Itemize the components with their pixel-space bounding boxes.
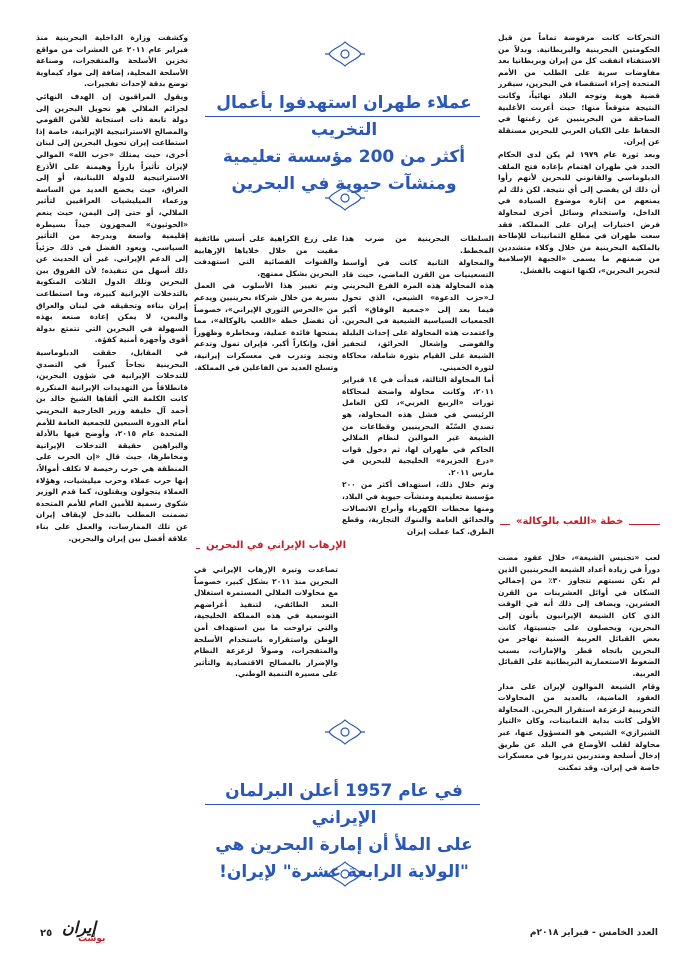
paragraph: تصاعدت وتيرة الإرهاب الإيراني في البحرين منذ ٢٠١١ بشكل كبير، خصوصاً مع محاولات الملالي المستمرة استغلال البعد الطائفي، لتنفيذ أغراضهم التوسعية في هذه المملكة الخليجية، والتي تراوحت ما بين استهداف أمن الوطن واستقراره باستخدام الأسلحة والمتفجرات، وصولاً لزعزعة النظام والإضرار بالمصالح الاقتصادية والتأثير على مسيرة التنمية الوطني. [194,565,338,679]
issue-info: العدد الخامس - فبراير ٢٠١٨م [529,928,658,938]
paragraph: التحركات كانت مرفوضة تماماً من قبل الحكومتين البحرينية والبريطانية. وبدلاً من الاستفتاء اتفقت كل من إيران وبريطانيا بعد مفاوضات سرية على الطلب من الأمم المتحدة إجراء استقصاء في البحرين، سيقرر قضية هوية وتوجه البلاد نهائياً، وكانت النتيجة متوقعاً منها؛ حيث أعربت الأغلبية الساحقة من البحرينيين عن رغبتها في الحفاظ على الكيان العربي للبحرين مستقلة عن إيران. [498,33,660,147]
article-column-1 [498,32,660,477]
article-column-1b [498,552,660,892]
headline-line: عملاء طهران استهدفوا بأعمال التخريب [216,93,472,140]
headline-line: أكثر من 200 مؤسسة تعليمية [222,147,466,167]
magazine-logo-sub: بوست [78,934,106,944]
paragraph: أما المحاولة الثالثة، فبدأت في ١٤ فبراير ٢٠١١، وكانت محاولة واضحة لمحاكاة ثورات «الربيع العربي»، لكن العامل الرئيسي في فشل هذه المحاولة، هو تصدي السّنّة البحرينيين وقطاعات من الشيعة غير الموالين لنظام الملالي الحاكم في طهران لها، ثم دخول قوات «درع الجزيرة» الخليجية للبحرين في مارس ٢٠١١. [342,375,494,477]
headline-rule [205,804,480,805]
article-column-4 [36,32,188,892]
headline-line: على الملأ أن إمارة البحرين هي [215,835,473,855]
paragraph: وكشفت وزارة الداخلية البحرينية منذ فبراير عام ٢٠١١ عن العشرات من مواقع تخزين الأسلحة والمتفجرات، وصناعة الأسلحة المحلية، إضافة إلى مواد كيماوية توضع بدقة لإحداث تفجيرات. [36,33,188,89]
article-column-3 [194,233,338,480]
ornament-icon [325,860,365,888]
paragraph: وتم خلال ذلك، استهداف أكثر من ٢٠٠ مؤسسة تعليمية ومنشآت حيوية في البلاد، ومنها محطات الكهرباء وأبراج الاتصالات والحدائق العامة والبنوك التجارية، وقطع الطرق. كما عملت إيران [342,480,494,536]
subheading-agency: خطة «اللعب بالوكالة» [510,516,629,527]
paragraph: لعب «تجنيس الشيعة»، خلال عقود مضت دوراً في زيادة أعداد الشيعة البحرينيين الذين لم تكن نسبتهم تتجاوز ٣٠٪ من إجمالي السكان في أوائل العشرينات من القرن العشرين. ويضاف إلى ذلك أنه في الوقت الذي كان الشيعة الإيرانيون يأتون إلى البحرين، ويحصلون على جنسيتها، كانت بعض القبائل العربية السنية تهاجر من البحرين باتجاه قطر والإمارات، بسبب الضغوط الاستعمارية البريطانية على القبائل العربية. [498,553,660,678]
paragraph: وبعد ثورة عام ١٩٧٩ لم يكن لدى الحكام الجدد في طهران اهتمام بإعادة فتح الملف الدبلوماسي والقانوني للبحرين لأنهم رأوا أن ذلك لن يفضي إلى أي نتيجة. لكن ذلك لم يمنعهم من إثارة موضوع السيادة في الداخل، واستخدام وسائل أخرى لمحاولة فرض اختيارات إيران على المملكة. فقد سعت طهران في مطلع الثمانينات للإطاحة بالملكية البحرينية من خلال وكلاء متشددين من ضمنهم ما يسمى «الجبهة الإسلامية لتحرير البحرين»، لكنها انتهت بالفشل. [498,149,660,275]
magazine-logo: إيران [62,918,96,937]
headline-rule [205,116,480,117]
paragraph: وقام الشيعة الموالون لإيران على مدار العقود الماضية، بالعديد من المحاولات التخريبية لزعزعة استقرار البحرين. المحاولة الأولى كانت بداية الثمانينات، وكان «التيار الشيرازي» الشيعي هو المسؤول عنها، عبر محاولة لقلب الأوضاع في البلد عن طريق إدخال أسلحة ومتدربين تدربوا في معسكرات خاصة في إيران. وقد تمكنت [498,681,660,772]
ornament-icon [325,184,365,212]
article-column-3b [194,564,338,699]
ornament-icon [325,718,365,746]
page-number: ٢٥ [40,928,53,939]
paragraph: والمحاولة الثانية كانت في أواسط التسعينيات من القرن الماضي، حيث قاد هذه المحاولة هذه المرة الفرع البحريني لـ«حزب الدعوة» الشيعي، الذي تحول فيما بعد إلى «جمعية الوفاق» أكبر الجمعيات السياسية الشيعية في البحرين. واعتمدت هذه المحاولة على إحداث البلبلة والفوضى وإشعال الحرائق، لتحفيز الشيعة على القيام بثورة شاملة، محاكاة لثورة الخميني. [342,258,494,372]
paragraph: ويقول المراقبون إن الهدف النهائي لجرائم الملالي هو تحويل البحرين إلى دولة تابعة ذات استجابة للأمن القومي والمصالح الاستراتيجية الإيرانية، خاصة إذا استطاعت إيران تحويل البحرين إلى لبنان أخرى، حيث يمتلك «حزب الله» الموالي لإيران تأثيراً بارزاً وهيمنة على الأذرع الاستراتيجية للدولة اللبنانية، أو إلى العراق، حيث يخضع العديد من الساسة وزعماء الميليشيات العراقيين لتأثير الملالي، أو حتى إلى اليمن، حيث ينعم «الحوثيون» المجهزون جيداً بسيطرة إقليمية واسعة وبدرجة من التأثير السياسي. ويعود الفضل في ذلك جزئياً إلى الدعم الإيراني. غير أن الحديث عن ذلك أسهل من تنفيذه؛ لأن الفروق بين البحرين وتلك الدول الثلاث المتكوية بالتدخلات الإيرانية كبيرة، وما استطاعت إيران بناءه وتحقيقه في لبنان والعراق واليمن، لا يمكن إعادة صنعه بهذه السهولة في البحرين التي تتمتع بدولة أقوى وأجهزة أمنية كفؤة. [36,91,188,345]
headline-line: في عام 1957 أعلن البرلمان الإيراني [225,781,463,828]
article-column-2 [342,233,494,691]
headline-top [198,90,490,198]
paragraph: وتم تغيير هذا الأسلوب في العمل بسرية من خلال شركاء بحرينيين ويدعم من «الحرس الثوري الإيراني»، خصوصاً أن تفضل خطة «اللعب بالوكالة»، مما يمنحها فائدة عملية، ومخاطرة وظهوراً أقل، وإنكاراً أكبر. فإيران تمول وتدعم وتجند وتدرب في معسكرات إيرانية، وتسلح العديد من الفاعلين في المملكة. [194,281,338,372]
headline-line: ومنشآت حيوية في البحرين [231,174,457,194]
paragraph: السلطات البحرينية من ضرب هذا المخطط. [342,234,494,255]
paragraph: على زرع الكراهية على أسس طائفية مقيت من خلال خلاياها الإرهابية والقنوات الفضائية التي استهدفت البحرين بشكل ممنهج. [194,234,338,278]
subheading-terror: الإرهاب الإيراني في البحرين [200,540,352,551]
ornament-icon [325,40,365,68]
paragraph: في المقابل، حققت الدبلوماسية البحرينية نجاحاً كبيراً في التصدي للتدخلات الإيرانية في شؤون البحرين، فانطلاقاً من التهديدات الإيرانية المتكررة كانت الكلمة التي ألقاها الشيخ خالد بن أحمد آل خليفة وزير الخارجية البحريني أمام الدورة السبعين للجمعية العامة للأمم المتحدة عام ٢٠١٥، وأوضح فيها بالأدلة والبراهين حقيقة التدخلات الإيرانية ومخاطرها، حيث قال «إن الحرب على المنطقة هي حرب رخيصة لا تكلف أموالاً، إنها حرب عملاء وحرب ميليشيات، وهؤلاء العملاء يتجولون ويقتلون، كما قدم الوزير شكوى رسمية للأمين العام للأمم المتحدة تضمنت المطلب بالتدخل لإيقاف إيران عن تلك الممارسات، والعمل على بناء علاقة أفضل بين إيران والبحرين. [36,348,188,543]
headline-line: "الولاية الرابعة عشرة" لإيران! [219,862,469,882]
